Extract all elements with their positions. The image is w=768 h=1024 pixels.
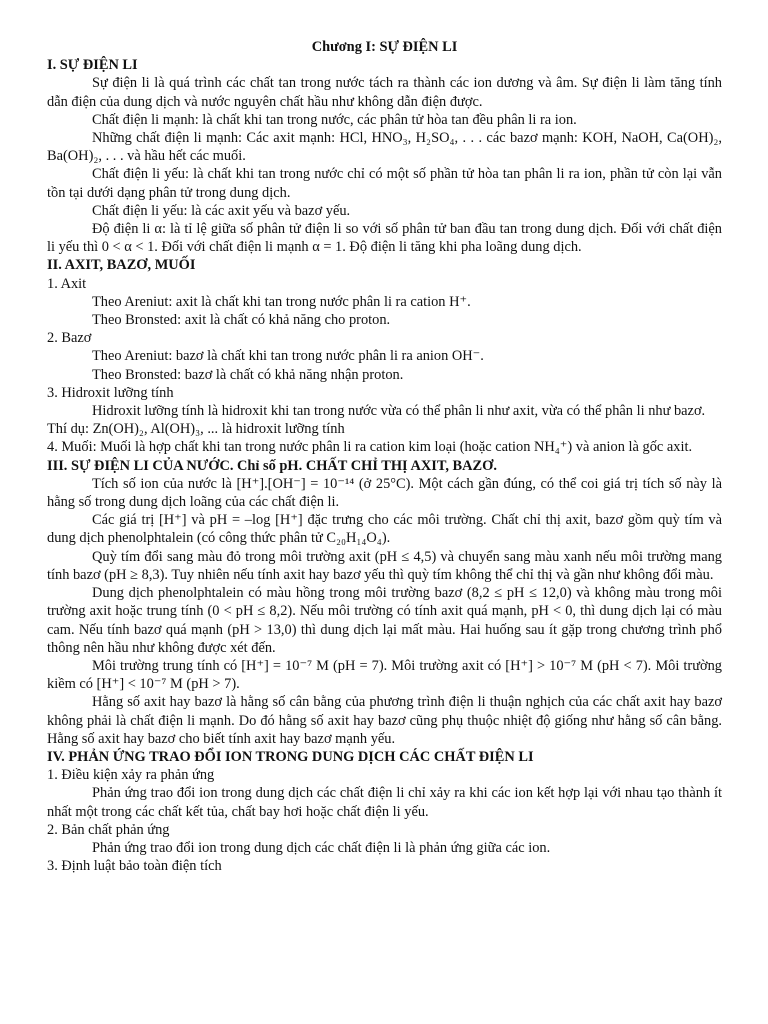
section-4-heading: IV. PHẢN ỨNG TRAO ĐỔI ION TRONG DUNG DỊCH CÁC CHẤT ĐIỆN LI: [47, 748, 534, 765]
paragraph: Những chất điện li mạnh: Các axit mạnh: HCl, HNO₃, H₂SO₄, . . . các bazơ mạnh: KOH, NaOH, Ca(OH)₂, Ba(OH)₂, . . . và hầu hết các muối.: [47, 130, 722, 165]
subheading-axit: 1. Axit: [47, 275, 87, 292]
paragraph: Phản ứng trao đổi ion trong dung dịch các chất điện li chỉ xảy ra khi các ion kết hợp lại với nhau tạo thành ít nhất một trong các chất kết tủa, chất bay hơi hoặc chất điện li yếu.: [47, 785, 722, 820]
paragraph: Tích số ion của nước là [H⁺].[OH⁻] = 10⁻¹⁴ (ở 25°C). Một cách gần đúng, có thể coi giá trị tích số này là hằng số trong dung dịch loãng của các chất điện li.: [47, 475, 722, 511]
paragraph: 4. Muối: Muối là hợp chất khi tan trong nước phân li ra cation kim loại (hoặc cation NH₄⁺) và anion là gốc axit.: [47, 439, 693, 456]
paragraph: Phản ứng trao đổi ion trong dung dịch các chất điện li là phản ứng giữa các ion.: [92, 839, 551, 856]
subheading-dieu-kien: 1. Điều kiện xảy ra phản ứng: [47, 767, 215, 784]
subheading-bazo: 2. Bazơ: [47, 330, 92, 347]
page-title: Chương I: SỰ ĐIỆN LI: [311, 39, 458, 55]
paragraph: Dung dịch phenolphtalein có màu hồng trong môi trường bazơ (8,2 ≤ pH ≤ 12,0) và không màu trong môi trường axit hoặc trung tính (0 < pH ≤ 8,2). Nếu môi trường có tính axit quá mạnh, pH < 0, thì dung dịch lại có màu cam. Nếu tính bazơ quá mạnh (pH > 13,0) thì dung dịch lại mất màu. Hai huống sau ít gặp trong chương trình phổ thông nên hầu như không được xét đến.: [47, 585, 722, 656]
paragraph: Theo Areniut: bazơ là chất khi tan trong nước phân li ra anion OH⁻.: [92, 348, 484, 365]
paragraph: Chất điện li yếu: là chất khi tan trong nước chỉ có một số phần tử hòa tan phân li ra ion, phần tử còn lại vẫn tồn tại dưới dạng phân tử trong dung dịch.: [47, 166, 722, 201]
paragraph: Chất điện li yếu: là các axit yếu và bazơ yếu.: [92, 202, 351, 219]
section-2-heading: II. AXIT, BAZƠ, MUỐI: [47, 257, 196, 274]
paragraph: Các giá trị [H⁺] và pH = –log [H⁺] đặc trưng cho các môi trường. Chất chỉ thị axit, bazơ gồm quỳ tím và dung dịch phenolphtalein (có công thức phân tử C₂₀H₁₄O₄).: [47, 512, 722, 547]
section-3-heading: III. SỰ ĐIỆN LI CỦA NƯỚC. Chỉ số pH. CHẤT CHỈ THỊ AXIT, BAZƠ.: [47, 457, 497, 474]
paragraph: Hằng số axit hay bazơ là hằng số cân bằng của phương trình điện li thuận nghịch của các chất axit hay bazơ không phải là chất điện li mạnh. Do đó hằng số axit hay bazơ cũng phụ thuộc nhiệt độ giống như hằng số cân bằng. Hằng số axit hay bazơ cho biết tính axit hay bazơ mạnh yếu.: [47, 694, 722, 747]
paragraph: Theo Areniut: axit là chất khi tan trong nước phân li ra cation H⁺.: [92, 293, 471, 310]
paragraph: Quỳ tím đổi sang màu đỏ trong môi trường axit (pH ≤ 4,5) và chuyển sang màu xanh nếu môi trường mang tính bazơ (pH ≥ 8,3). Tuy nhiên nếu tính axit hay bazơ yếu thì quỳ tím không thể chỉ thị và gần như không đổi màu.: [47, 548, 722, 583]
paragraph: Hidroxit lưỡng tính là hidroxit khi tan trong nước vừa có thể phân li như axit, vừa có thể phân li như bazơ.: [92, 403, 706, 420]
section-1-heading: I. SỰ ĐIỆN LI: [47, 57, 138, 74]
paragraph: Theo Bronsted: bazơ là chất có khả năng nhận proton.: [92, 366, 404, 383]
paragraph: Thí dụ: Zn(OH)₂, Al(OH)₃, ... là hidroxit lưỡng tính: [47, 421, 345, 438]
paragraph: Sự điện li là quá trình các chất tan trong nước tách ra thành các ion dương và âm. Sự điện li làm tăng tính dẫn điện của dung dịch và nước nguyên chất hầu như không dẫn điện được.: [47, 75, 722, 110]
subheading-hidroxit: 3. Hidroxit lưỡng tính: [47, 384, 174, 401]
paragraph: Chất điện li mạnh: là chất khi tan trong nước, các phân tử hòa tan đều phân li ra ion.: [92, 111, 577, 128]
paragraph: Môi trường trung tính có [H⁺] = 10⁻⁷ M (pH = 7). Môi trường axit có [H⁺] > 10⁻⁷ M (pH < 7). Môi trường kiềm có [H⁺] < 10⁻⁷ M (pH > 7).: [47, 657, 722, 693]
paragraph: Độ điện li α: là tỉ lệ giữa số phân tử điện li so với số phân tử ban đầu tan trong dung dịch. Đối với chất điện li yếu thì 0 < α < 1. Đối với chất điện li mạnh α = 1. Độ điện li tăng khi pha loãng dung dịch.: [47, 221, 722, 256]
subheading-dinh-luat: 3. Định luật bảo toàn điện tích: [47, 858, 222, 875]
subheading-ban-chat: 2. Bản chất phản ứng: [47, 821, 170, 838]
paragraph: Theo Bronsted: axit là chất có khả năng cho proton.: [92, 312, 391, 329]
